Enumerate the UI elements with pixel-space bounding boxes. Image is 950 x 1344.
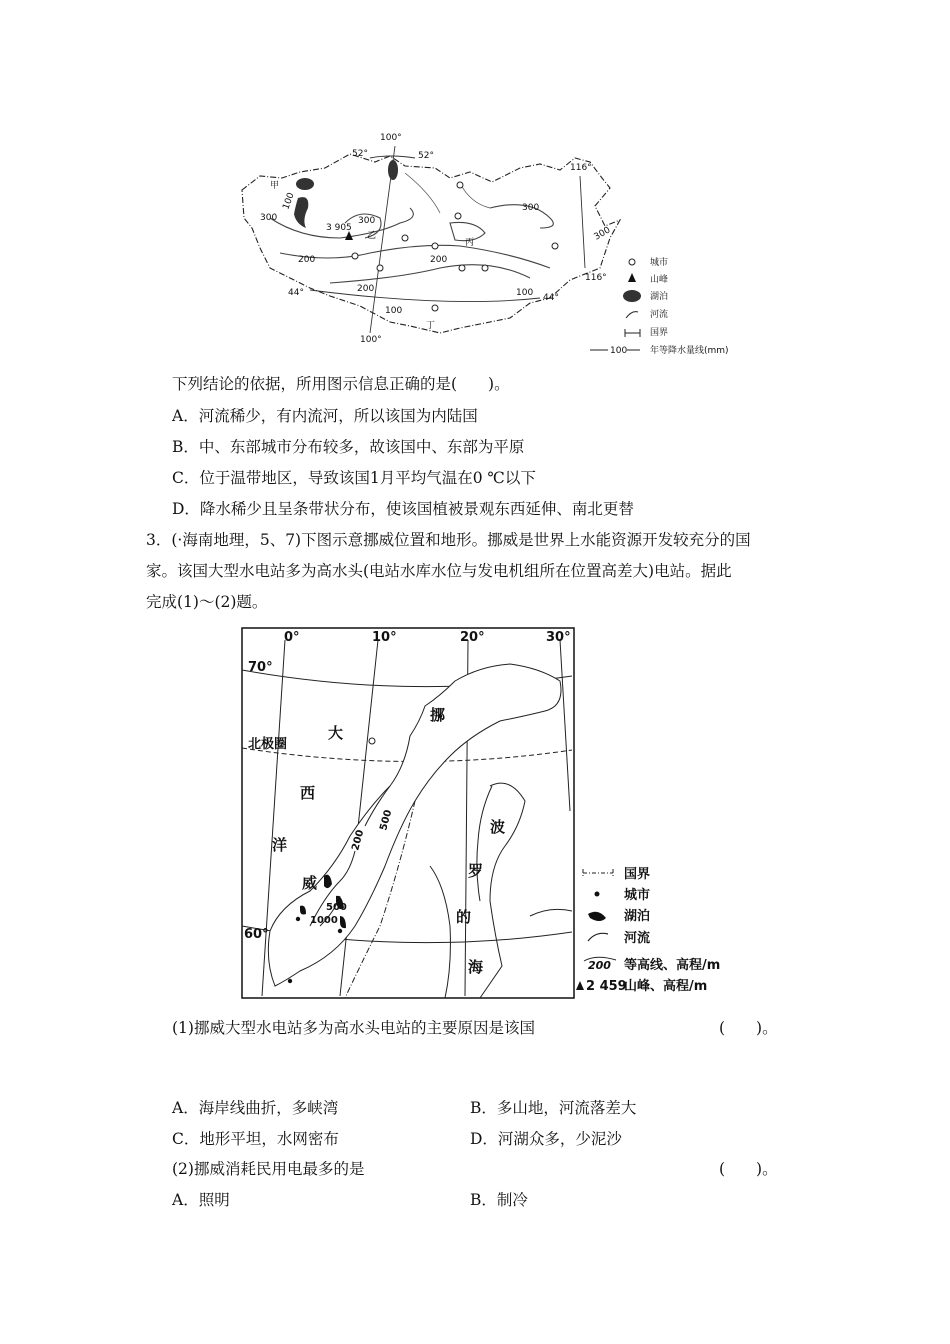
sub1-blank: ( )。 (719, 1019, 778, 1037)
legend-contour-value: 200 (588, 959, 611, 972)
label-iso300d: 300 (592, 225, 613, 243)
label-nuo: 挪 (430, 706, 446, 724)
q3-line1: 3．(·海南地理，5、7)下图示意挪威位置和地形。挪威是世界上水能资源开发较充分的国 (146, 531, 751, 549)
label-lon116-top: 116° (570, 163, 592, 173)
norway-map-svg (240, 626, 770, 1002)
q2-option-b[interactable]: B．中、东部城市分布较多，故该国中、东部为平原 (172, 438, 525, 456)
lake-2 (294, 197, 308, 228)
legend-lake: 湖泊 (624, 909, 651, 924)
label-lon116-bottom: 116° (585, 273, 607, 283)
sub2-option-b[interactable]: B．制冷 (470, 1191, 528, 1209)
legend-border: 国界 (624, 867, 651, 882)
city (377, 265, 383, 271)
label-bo: 波 (490, 818, 506, 836)
label-c500a: 500 (378, 808, 395, 832)
lake-3 (388, 160, 398, 180)
legend-river: 河流 (650, 310, 669, 320)
city (482, 265, 488, 271)
map2-legend (576, 866, 720, 994)
label-iso100a: 100 (281, 191, 297, 212)
legend-isohyet-value: 100 (610, 346, 628, 356)
label-da: 大 (328, 724, 344, 742)
norway-map (240, 626, 770, 1002)
label-lon10: 10° (372, 630, 397, 645)
label-iso200a: 200 (298, 255, 316, 265)
label-luo: 罗 (468, 862, 484, 880)
legend-lake: 湖泊 (650, 292, 669, 302)
q2-option-d[interactable]: D．降水稀少且呈条带状分布，使该国植被景观东西延伸、南北更替 (172, 500, 634, 518)
label-c500b: 500 (326, 902, 347, 913)
legend-contour: 等高线、高程/m (624, 958, 721, 973)
parallel-44 (310, 290, 540, 302)
label-arctic: 北极圈 (248, 737, 288, 752)
label-de: 的 (456, 908, 472, 926)
label-peak: 3 905 (326, 223, 352, 233)
label-iso100b: 100 (385, 306, 403, 316)
label-iso300c: 300 (522, 203, 540, 213)
label-lon100-top: 100° (380, 133, 402, 143)
label-lat44-right: 44° (543, 293, 559, 303)
label-bing: 丙 (465, 238, 475, 248)
label-lat60: 60° (244, 927, 269, 942)
legend-peak-value: 2 459 (586, 979, 627, 994)
label-iso300b: 300 (358, 216, 376, 226)
label-lon100-bottom: 100° (360, 335, 382, 345)
q2-stem: 下列结论的依据，所用图示信息正确的是( )。 (172, 375, 510, 393)
label-lat52-left: 52° (352, 149, 368, 159)
city (432, 243, 438, 249)
label-iso200b: 200 (430, 255, 448, 265)
label-lat70: 70° (248, 660, 273, 675)
label-yang: 洋 (272, 836, 288, 854)
meridian-116 (580, 176, 585, 268)
legend-river: 河流 (624, 931, 651, 946)
label-jia: 甲 (270, 181, 280, 191)
label-c1000: 1000 (310, 915, 338, 926)
sub1-stem: (1)挪威大型水电站多为高水头电站的主要原因是该国 (172, 1019, 535, 1037)
legend-peak: 山峰 (650, 275, 669, 285)
city (459, 265, 465, 271)
sub1-option-a[interactable]: A．海岸线曲折，多峡湾 (172, 1099, 339, 1117)
city (288, 979, 292, 983)
q3-line2: 家。该国大型水电站多为高水头(电站水库水位与发电机组所在位置高差大)电站。据此 (146, 562, 732, 580)
label-lon20: 20° (460, 630, 485, 645)
city (369, 738, 375, 744)
q3-line3: 完成(1)～(2)题。 (146, 593, 268, 611)
isohyet-b (280, 245, 550, 268)
city (296, 917, 300, 921)
baltic-coast (477, 783, 525, 998)
gulf-finland (530, 909, 572, 916)
legend-border: 国界 (650, 328, 669, 338)
sub2-option-a[interactable]: A．照明 (172, 1191, 230, 1209)
label-ding: 丁 (426, 321, 436, 331)
parallel-52 (370, 156, 415, 158)
city (455, 213, 461, 219)
map1-legend (590, 256, 729, 356)
label-hai: 海 (468, 958, 484, 976)
city (552, 243, 558, 249)
label-lat52-right: 52° (418, 151, 434, 161)
sub2-stem: (2)挪威消耗民用电最多的是 (172, 1160, 365, 1178)
legend-city: 城市 (650, 258, 669, 268)
river-2 (460, 183, 490, 208)
legend-city: 城市 (624, 888, 651, 903)
sub1-option-c[interactable]: C．地形平坦，水网密布 (172, 1130, 339, 1148)
label-iso100c: 100 (516, 288, 534, 298)
label-wei: 威 (302, 874, 318, 892)
sub1-option-b[interactable]: B．多山地，河流落差大 (470, 1099, 637, 1117)
label-xi: 西 (300, 784, 316, 802)
lake-1 (296, 178, 314, 190)
mongolia-map-svg (230, 128, 750, 358)
mongolia-map (230, 128, 750, 358)
label-yi: 乙 (367, 231, 377, 241)
label-lon30: 30° (546, 630, 571, 645)
label-lon0: 0° (284, 630, 300, 645)
label-iso300a: 300 (260, 213, 278, 223)
city (338, 929, 342, 933)
isohyet-c (330, 265, 530, 283)
legend-peak: 山峰、高程/m (624, 979, 708, 994)
river-1 (405, 173, 440, 213)
city (402, 235, 408, 241)
legend-isohyet: 年等降水量线(mm) (650, 346, 729, 356)
label-iso200c: 200 (357, 284, 375, 294)
meridian-30 (560, 640, 570, 811)
city (457, 182, 463, 188)
sub1-option-d[interactable]: D．河湖众多，少泥沙 (470, 1130, 622, 1148)
q2-option-a[interactable]: A．河流稀少，有内流河，所以该国为内陆国 (172, 407, 478, 425)
city (352, 253, 358, 259)
label-c200: 200 (350, 828, 367, 852)
label-lat44-left: 44° (288, 288, 304, 298)
east-coast (430, 866, 450, 998)
sub2-blank: ( )。 (719, 1160, 778, 1178)
q2-option-c[interactable]: C．位于温带地区，导致该国1月平均气温在0 ℃以下 (172, 469, 536, 487)
city (432, 305, 438, 311)
